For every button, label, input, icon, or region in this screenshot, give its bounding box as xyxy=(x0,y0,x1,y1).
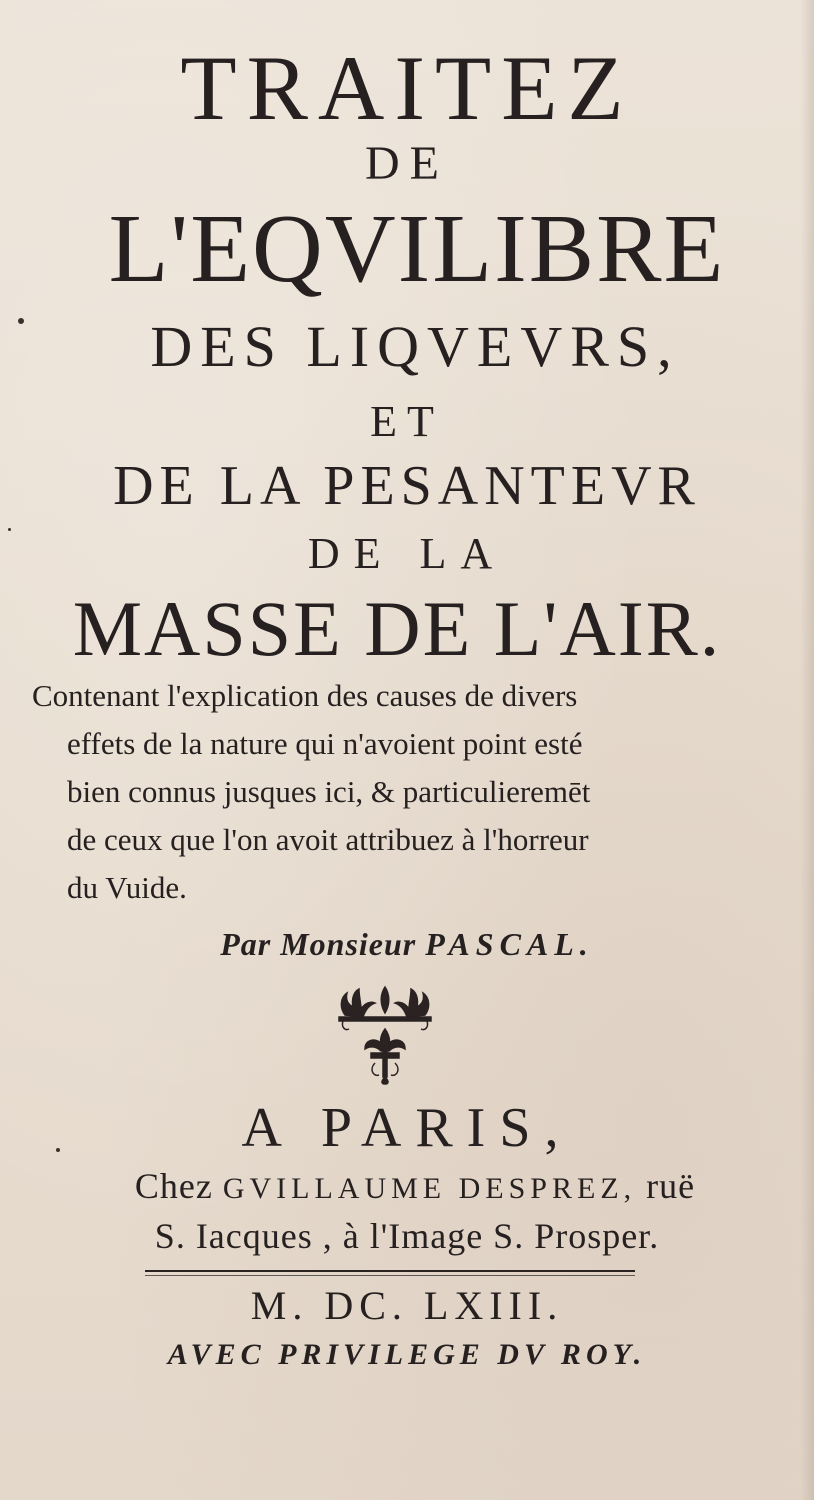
publisher-name: GVILLAUME DESPREZ, xyxy=(222,1172,637,1205)
imprint-city: A PARIS, xyxy=(241,1097,573,1159)
imprint-publisher xyxy=(8,1168,814,1204)
description-line: du Vuide. xyxy=(67,870,187,905)
imprint-divider-rule xyxy=(145,1270,635,1272)
fleur-de-lis-ornament-icon xyxy=(325,985,445,1085)
paper-speck xyxy=(8,528,11,531)
paper-speck xyxy=(56,1148,60,1152)
title-masse-de-l-air: MASSE DE L'AIR. xyxy=(72,585,722,672)
imprint-year: M. DC. LXIII. xyxy=(250,1283,564,1328)
paper-speck xyxy=(18,318,24,324)
imprint-address: S. Iacques , à l'Image S. Prosper. xyxy=(154,1216,660,1256)
title-de: DE xyxy=(365,137,449,190)
author-line xyxy=(0,928,814,960)
title-traitez: TRAITEZ xyxy=(180,37,634,139)
title-et: ET xyxy=(370,397,444,446)
imprint-divider-rule-thin xyxy=(145,1275,635,1276)
title-equilibre: L'EQVILIBRE xyxy=(108,195,726,303)
publisher-prefix: Chez xyxy=(134,1166,213,1206)
imprint-privilege: AVEC PRIVILEGE DV ROY. xyxy=(167,1338,647,1371)
title-de-la: DE LA xyxy=(307,529,507,578)
title-de-la-pesanteur: DE LA PESANTEVR xyxy=(113,455,701,517)
description-line: Contenant l'explication des causes de divers xyxy=(32,678,578,713)
description-line: bien connus jusques ici, & particulieremēt xyxy=(67,774,591,809)
author-name: PASCAL. xyxy=(425,926,594,962)
description-paragraph xyxy=(32,672,782,912)
author-prefix: Par Monsieur xyxy=(220,926,417,962)
title-des-liqueurs: DES LIQVEVRS, xyxy=(150,314,680,379)
publisher-suffix: ruë xyxy=(646,1166,696,1206)
description-line: effets de la nature qui n'avoient point esté xyxy=(67,726,583,761)
description-line: de ceux que l'on avoit attribuez à l'horreur xyxy=(67,822,589,857)
